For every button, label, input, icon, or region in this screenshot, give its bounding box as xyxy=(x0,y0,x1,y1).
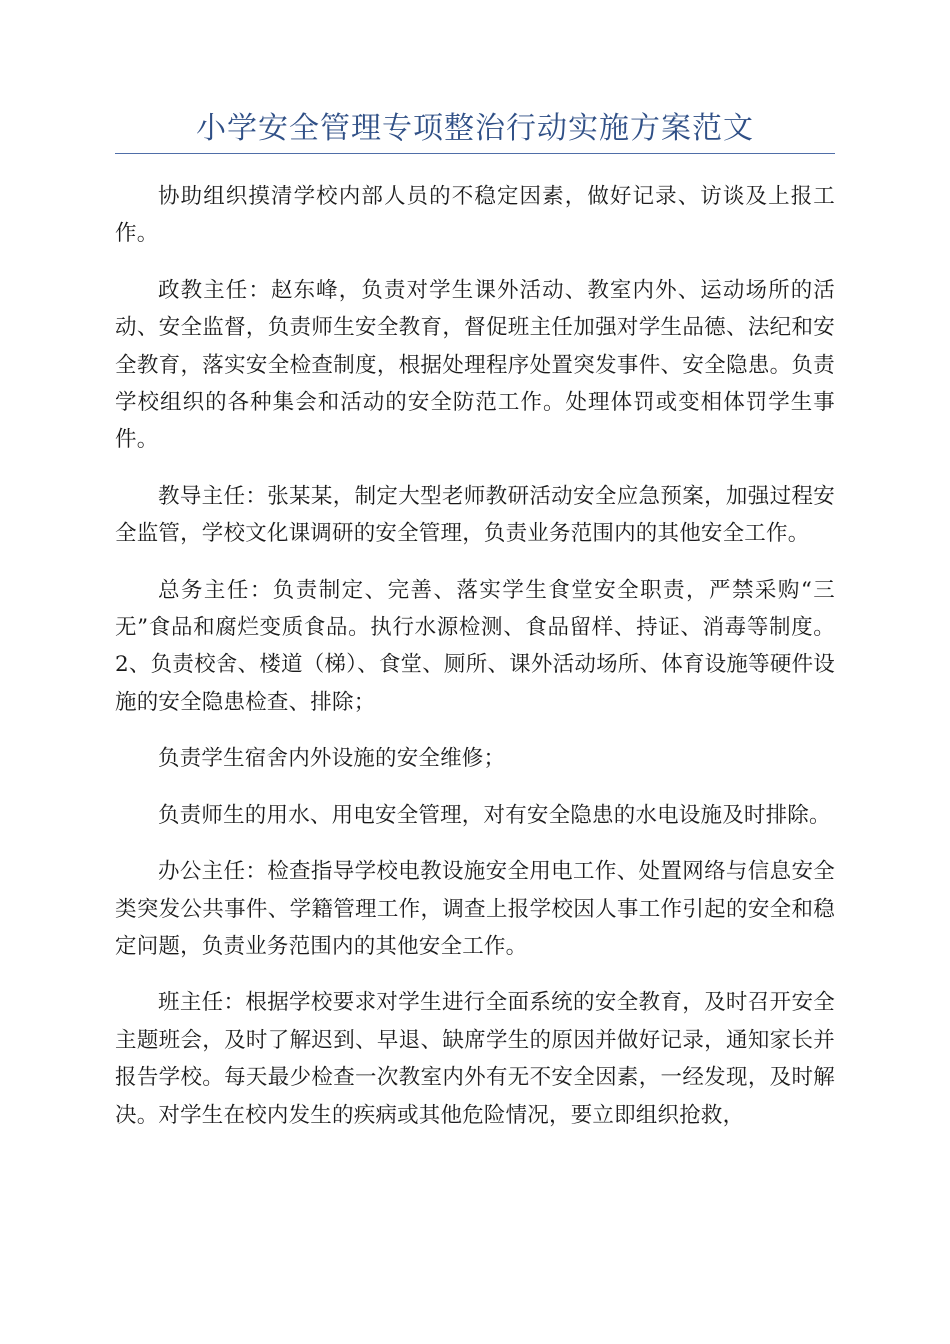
document-title: 小学安全管理专项整治行动实施方案范文 xyxy=(196,111,754,146)
paragraph: 班主任：根据学校要求对学生进行全面系统的安全教育，及时召开安全主题班会，及时了解迟到、早退、缺席学生的原因并做好记录，通知家长并报告学校。每天最少检查一次教室内外有无不安全因素，一经发现，及时解决。对学生在校内发生的疾病或其他危险情况，要立即组织抢救， xyxy=(115,990,835,1128)
title-block xyxy=(115,110,835,154)
paragraph: 协助组织摸清学校内部人员的不稳定因素，做好记录、访谈及上报工作。 xyxy=(115,184,835,247)
paragraph: 政教主任：赵东峰，负责对学生课外活动、教室内外、运动场所的活动、安全监督，负责师生安全教育，督促班主任加强对学生品德、法纪和安全教育，落实安全检查制度，根据处理程序处置突发事件、安全隐患。负责学校组织的各种集会和活动的安全防范工作。处理体罚或变相体罚学生事件。 xyxy=(115,277,835,453)
paragraph: 教导主任：张某某，制定大型老师教研活动安全应急预案，加强过程安全监管，学校文化课调研的安全管理，负责业务范围内的其他安全工作。 xyxy=(115,483,835,547)
paragraph: 负责学生宿舍内外设施的安全维修； xyxy=(158,746,506,772)
document-body xyxy=(115,178,835,1153)
paragraph: 办公主任：检查指导学校电教设施安全用电工作、处置网络与信息安全类突发公共事件、学籍管理工作，调查上报学校因人事工作引起的安全和稳定问题，负责业务范围内的其他安全工作。 xyxy=(115,859,835,959)
paragraph: 负责师生的用水、用电安全管理，对有安全隐患的水电设施及时排除。 xyxy=(158,802,831,828)
paragraph: 总务主任：负责制定、完善、落实学生食堂安全职责，严禁采购“三无”食品和腐烂变质食品。执行水源检测、食品留样、持证、消毒等制度。2、负责校舍、楼道（梯）、食堂、厕所、课外活动场所、体育设施等硬件设施的安全隐患检查、排除； xyxy=(115,577,835,715)
